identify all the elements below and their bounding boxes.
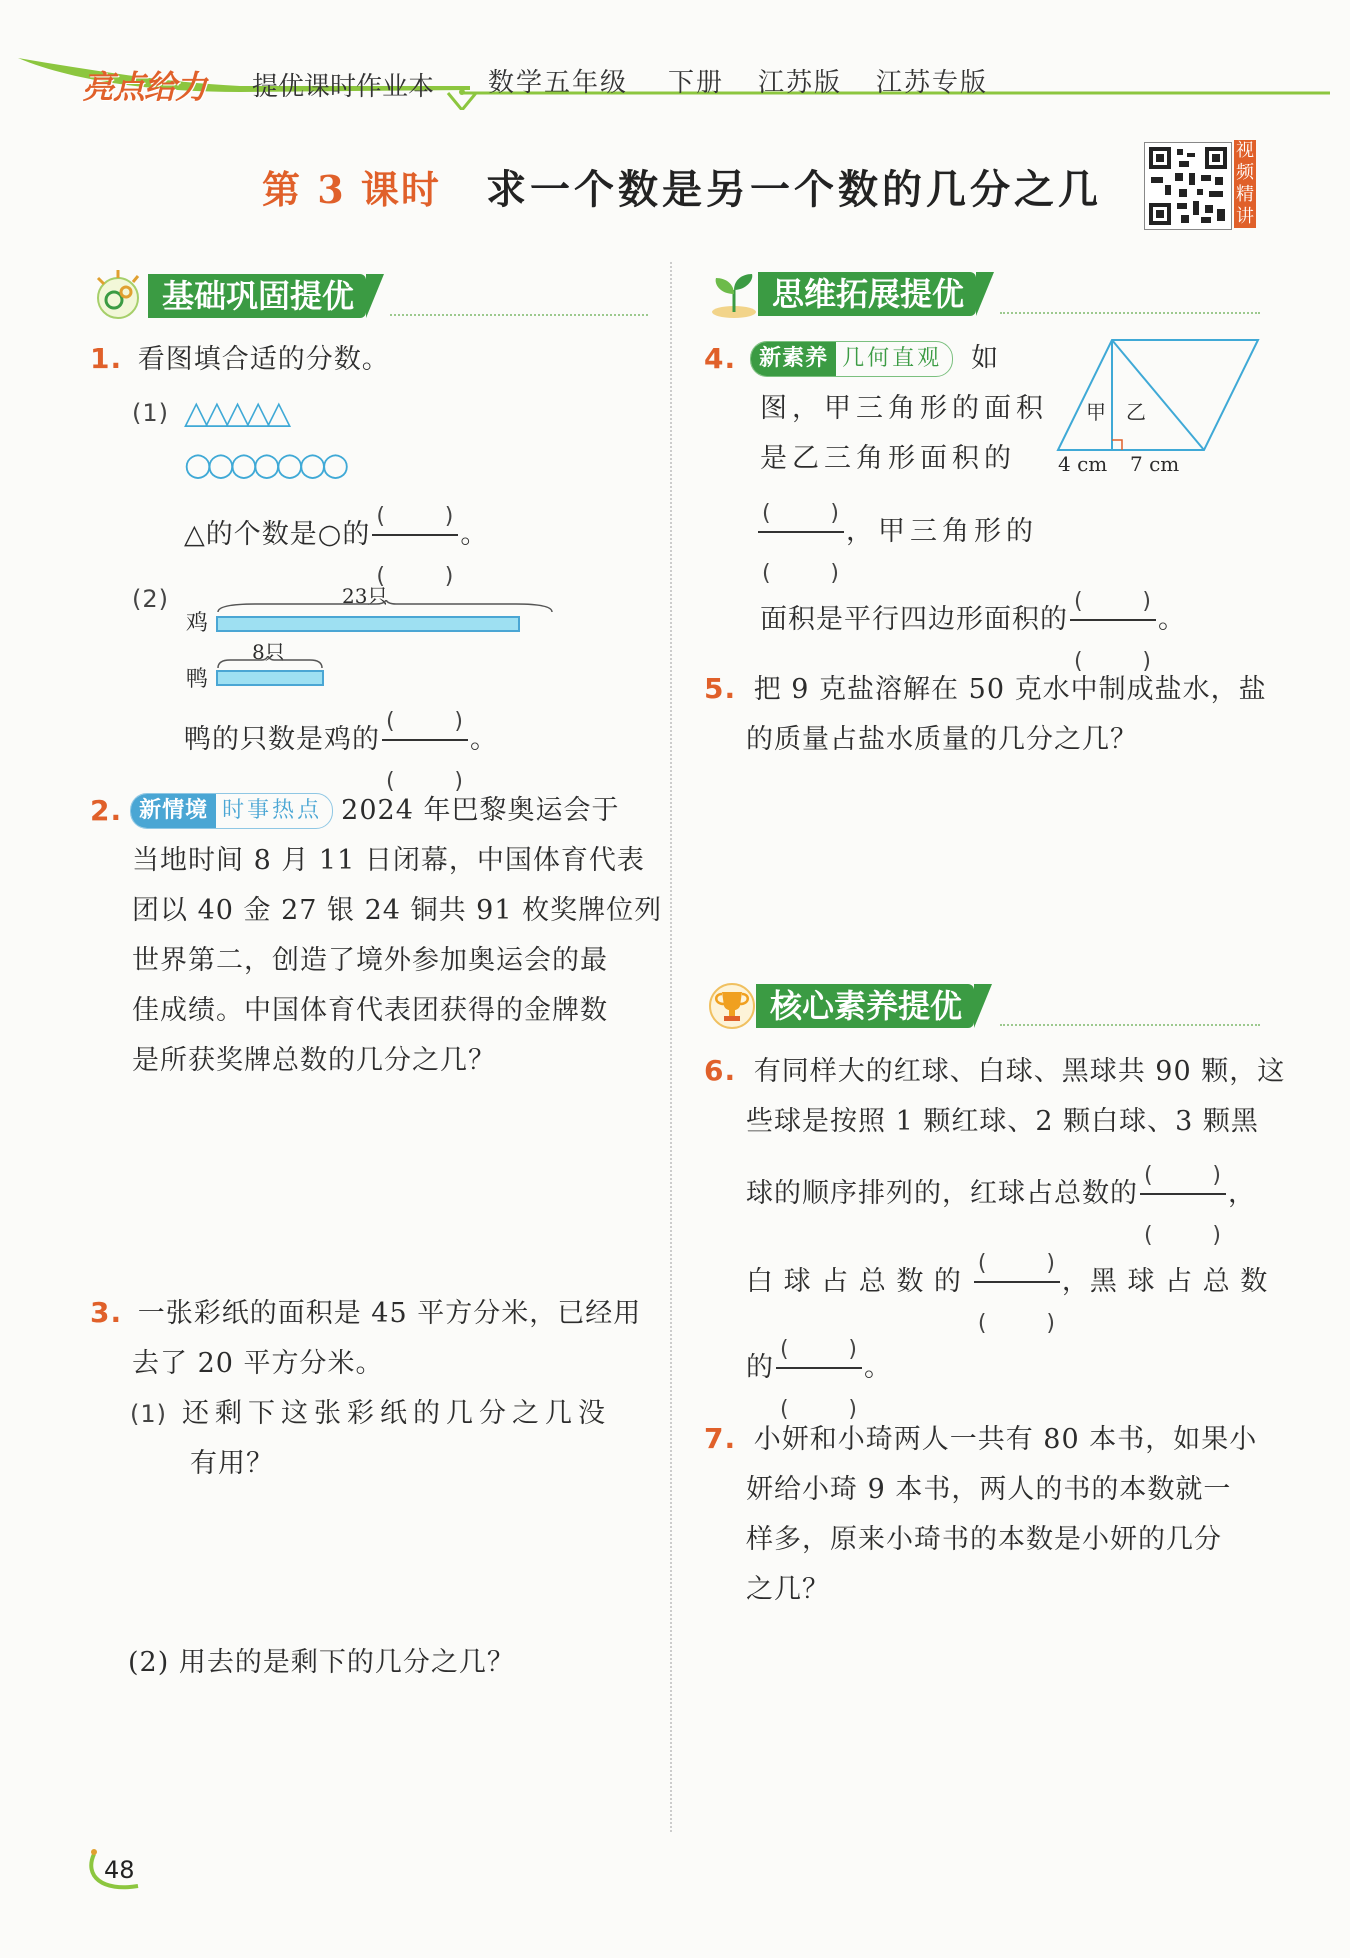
answer-blank[interactable]: ( ) ( ) (1140, 1162, 1226, 1226)
section-thinking-header (706, 272, 965, 316)
q7-line: 之几？ (746, 1574, 830, 1605)
section-thinking-divider (1000, 312, 1260, 314)
header-edition: 江苏版 (758, 68, 843, 98)
q6-line: ，黑 球 占 总 数 (1061, 1266, 1269, 1297)
answer-blank[interactable]: ( ) ( ) (776, 1336, 862, 1400)
q1-number: 1. (90, 342, 123, 375)
q2 (90, 786, 663, 1086)
q6 (704, 1046, 1286, 1147)
parallelogram-shape (1050, 334, 1270, 454)
header-bar (0, 40, 1350, 110)
section-basic-divider (390, 314, 648, 316)
q2-tag: 新情境 时事热点 (130, 793, 333, 829)
base-left-length: 4 cm (1058, 452, 1108, 476)
q4-tag: 新素养 几何直观 (750, 341, 953, 377)
brand-logo: 亮点给力 (82, 68, 207, 106)
q1-circles: ○○○○○○○ (184, 445, 345, 483)
q4-answer-2: 面积是平行四边形面积的 ( ) ( ) 。 (760, 589, 1186, 674)
column-divider (670, 262, 672, 1832)
q5-line: 把 9 克盐溶解在 50 克水中制成盐水，盐 (753, 674, 1267, 705)
q7 (704, 1414, 1264, 1615)
q3 (90, 1288, 650, 1489)
q3-part1-line: 还剩下这张彩纸的几分之几没 (182, 1398, 611, 1429)
q1-part2-answer: 鸭的只数是鸡的 ( ) ( ) 。 (184, 709, 498, 794)
lesson-title (262, 158, 1102, 213)
q4-line: 如 (971, 343, 1000, 374)
answer-blank[interactable]: ( ) ( ) (758, 500, 844, 564)
q4-line: ，甲三角形的 (846, 516, 1038, 547)
q3-part1-label: (1) (130, 1400, 167, 1428)
answer-blank[interactable]: ( ) ( ) (1070, 588, 1156, 652)
q5 (704, 664, 1267, 765)
q6-line: 白 球 占 总 数 的 (746, 1266, 962, 1297)
q3-line: 一张彩纸的面积是 45 平方分米，已经用 (137, 1298, 642, 1329)
lesson-number: 第 3 课时 (262, 167, 441, 212)
q6-answer-3: 的 ( ) ( ) 。 (746, 1337, 892, 1422)
q1-text: 看图填合适的分数。 (137, 344, 390, 375)
q4 (704, 334, 1048, 484)
section-core-title: 核心素养提优 (756, 984, 974, 1028)
q2-line: 佳成绩。中国体育代表团获得的金牌数 (132, 995, 608, 1026)
lesson-topic: 求一个数是另一个数的几分之几 (486, 166, 1102, 213)
q3-part2: (2) 用去的是剩下的几分之几？ (128, 1647, 515, 1678)
q1-part1-label: (1) (132, 399, 169, 427)
q6-line: 些球是按照 1 颗红球、2 颗白球、3 颗黑 (746, 1106, 1259, 1137)
q4-answer-1 (756, 500, 1038, 586)
chicken-brace (216, 600, 556, 614)
chicken-label: 鸡 (186, 611, 209, 636)
q2-line: 当地时间 8 月 11 日闭幕，中国体育代表 (132, 845, 645, 876)
q6-answer-2 (746, 1250, 1269, 1336)
q1-part2-label: (2) (132, 585, 169, 613)
trophy-icon (704, 978, 762, 1034)
duck-bar (216, 670, 324, 686)
q5-number: 5. (704, 672, 737, 705)
q2-number: 2. (90, 794, 123, 827)
answer-blank[interactable]: ( ) ( ) (372, 503, 458, 567)
q4-line: 图，甲三角形的面积 (760, 393, 1048, 424)
series-name: 提优课时作业本 (252, 72, 435, 102)
duck-label: 鸭 (186, 667, 209, 692)
page-number-badge (84, 1846, 154, 1896)
page-number: 48 (104, 1856, 135, 1884)
q4-number: 4. (704, 342, 737, 375)
triangle-jia-label: 甲 (1086, 400, 1106, 424)
base-right-length: 7 cm (1130, 452, 1180, 476)
q3-line: 去了 20 平方分米。 (132, 1348, 384, 1379)
q2-line: 是所获奖牌总数的几分之几？ (132, 1045, 496, 1076)
qr-code[interactable] (1144, 142, 1232, 230)
chicken-bar (216, 616, 520, 632)
gear-leaf-icon (90, 268, 152, 324)
section-basic-title: 基础巩固提优 (148, 274, 366, 318)
q1-stem (90, 334, 390, 385)
qr-pattern-icon (1145, 143, 1231, 229)
q7-line: 样多，原来小琦书的本数是小妍的几分 (746, 1524, 1222, 1555)
duck-count: 8只 (252, 640, 285, 664)
header-subject: 数学五年级 (488, 68, 629, 98)
q4-line: 面积是平行四边形面积的 (760, 604, 1068, 635)
q5-line: 的质量占盐水质量的几分之几？ (746, 724, 1138, 755)
q1-part2-text: 鸭的只数是鸡的 (184, 724, 380, 755)
q3-part1-line: 有用？ (190, 1448, 274, 1479)
section-thinking-title: 思维拓展提优 (758, 272, 976, 316)
q7-line: 小妍和小琦两人一共有 80 本书，如果小 (753, 1424, 1258, 1455)
chicken-count: 23只 (342, 584, 388, 608)
q1-bar-diagram (180, 578, 540, 692)
section-basic-header (90, 274, 355, 318)
q1-part1-answer: △的个数是○的 ( ) ( ) 。 (184, 504, 489, 589)
q6-number: 6. (704, 1054, 737, 1087)
answer-blank[interactable]: ( ) ( ) (974, 1250, 1060, 1314)
answer-blank[interactable]: ( ) ( ) (382, 708, 468, 772)
q4-line: 是乙三角形面积的 (760, 443, 1016, 474)
sprout-icon (706, 266, 764, 322)
q6-line: 有同样大的红球、白球、黑球共 90 颗，这 (753, 1056, 1286, 1087)
q7-line: 妍给小琦 9 本书，两人的书的本数就一 (746, 1474, 1232, 1505)
q1-part1-text: △的个数是○的 (184, 519, 371, 550)
q6-line: 球的顺序排列的，红球占总数的 (746, 1178, 1138, 1209)
header-special: 江苏专版 (876, 68, 989, 98)
q2-line: 世界第二，创造了境外参加奥运会的最 (132, 945, 608, 976)
header-volume: 下册 (668, 68, 725, 98)
q6-answer-1: 球的顺序排列的，红球占总数的 ( ) ( ) ， (746, 1163, 1256, 1248)
triangle-yi-label: 乙 (1126, 400, 1146, 424)
q1-triangles: △△△△△ (184, 393, 288, 431)
parallelogram-figure (1050, 334, 1270, 484)
q2-line: 团以 40 金 27 银 24 铜共 91 枚奖牌位列 (132, 895, 663, 926)
q6-line: 的 (746, 1352, 774, 1383)
q2-line: 2024 年巴黎奥运会于 (341, 795, 620, 826)
section-core-divider (1000, 1024, 1260, 1026)
section-core-header (704, 984, 963, 1028)
q7-number: 7. (704, 1422, 737, 1455)
qr-label: 视频精讲 (1236, 140, 1254, 227)
q3-number: 3. (90, 1296, 123, 1329)
duck-brace (216, 656, 556, 670)
